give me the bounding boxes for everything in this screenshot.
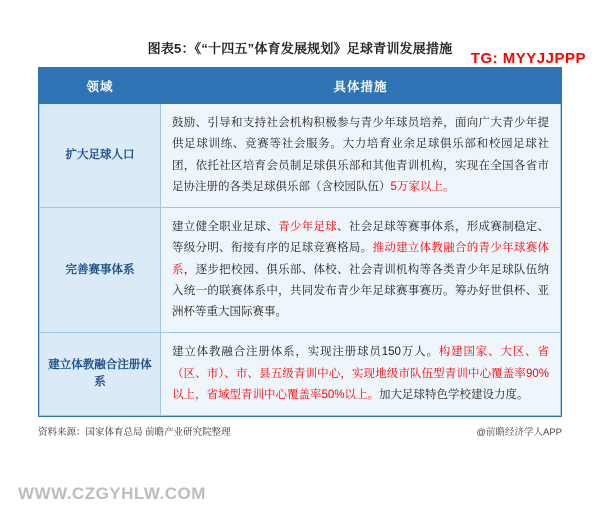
telegram-watermark: TG: MYYJJPPP [470, 50, 586, 67]
domain-cell: 扩大足球人口 [40, 104, 161, 208]
column-header-domain: 领域 [40, 69, 161, 104]
table-row [40, 208, 561, 333]
body-text: 建立体教融合注册体系，实现注册球员150万人。 [172, 346, 439, 359]
highlighted-text: 青少年足球 [278, 221, 338, 234]
table-header [40, 69, 561, 104]
site-watermark: WWW.CZGYHLW.COM [18, 484, 206, 503]
body-text: 、社会足球等赛事体系，形成赛制稳定、等级分明、衔接有序的足球竞赛格局。 [172, 221, 550, 255]
domain-cell: 完善赛事体系 [40, 208, 161, 333]
measure-cell [161, 333, 561, 416]
measures-table-container [38, 67, 562, 417]
measures-table [39, 68, 561, 416]
table-footer [38, 424, 562, 438]
body-text: 鼓励、引导和支持社会机构积极参与青少年球员培养，面向广大青少年提供足球训练、竞赛等社会服务。大力培育业余足球俱乐部和校园足球社团，依托社区培育会员制足球俱乐部和其他青训机构，实现在全国各省市足协注册的各类足球俱乐部（含校园队伍） [172, 117, 549, 193]
page-title: 图表5：《“十四五”体育发展规划》足球青训发展措施 [147, 41, 453, 56]
table-row [40, 104, 561, 208]
body-text: 建立健全职业足球、 [172, 221, 279, 234]
highlighted-text: 构建国家、大区、省（区、市）、市、县五级青训中心，实现地级市队伍型青训中心覆盖率90%以上，省域型青训中心覆盖率50%以上。 [172, 346, 550, 401]
body-text: ，逐步把校园、俱乐部、体校、社会青训机构等各类青少年足球队伍纳入统一的联赛体系中，共同发布青少年足球赛事赛历。筹办好世俱杯、亚洲杯等重大国际赛事。 [172, 263, 550, 319]
table-body [40, 104, 561, 416]
body-text: 加大足球特色学校建设力度。 [379, 388, 529, 401]
highlighted-text: 5万家以上。 [390, 180, 455, 193]
highlighted-text: 推动建立体教融合的青少年球赛体系 [172, 242, 550, 276]
table-row [40, 333, 561, 416]
measure-cell [161, 104, 561, 208]
domain-cell: 建立体教融合注册体系 [40, 333, 161, 416]
measure-cell [161, 208, 561, 333]
credit-note: @前瞻经济学人APP [476, 427, 562, 439]
table-header-row [40, 69, 561, 104]
column-header-measures: 具体措施 [161, 69, 561, 104]
source-note: 资料来源：国家体育总局 前瞻产业研究院整理 [38, 427, 231, 439]
